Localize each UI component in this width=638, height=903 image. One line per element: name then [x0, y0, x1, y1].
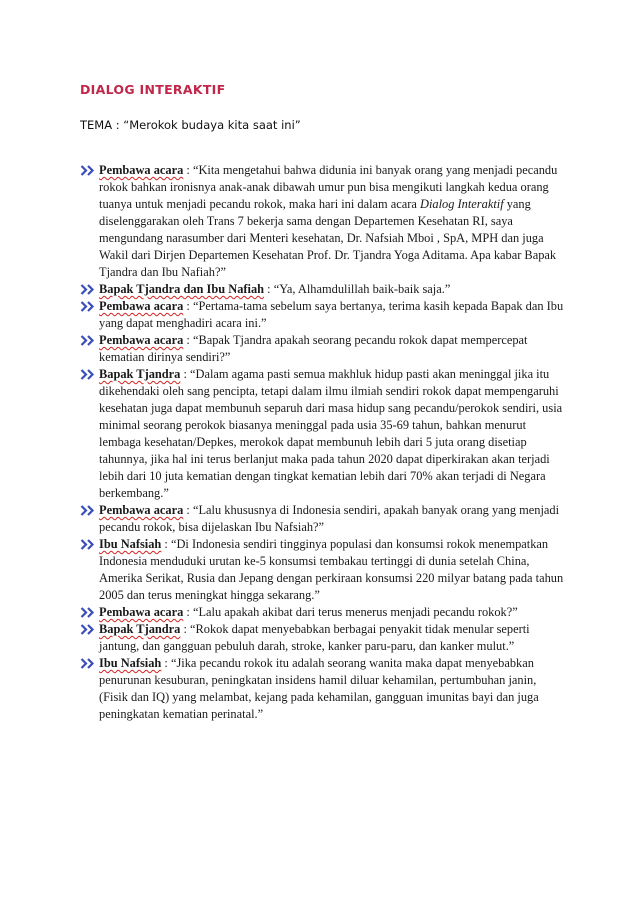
- utterance-text: : “Dalam agama pasti semua makhluk hidup pasti akan meninggal jika itu dikehendaki oleh sang pencipta, tetapi dalam ilmu ilmiah sendiri rokok dapat mempengaruhi kesehatan juga dapat membunuh separuh dari masa hidup sang pecandu/perokok sendiri, usia minimal seorang perokok biasanya meninggal pada usia 35-69 tahun, bahkan menurut lembaga kesehatan/Depkes, merokok dapat membunuh lebih dari 5 juta orang disetiap tahunnya, jika hal ini terus berlanjut maka pada tahun 2020 dapat diperkirakan akan terjadi lebih dari 10 juta kematian dengan tingkat kematian lebih dari 70% akan terjadi di Negara berkembang.”: [99, 367, 563, 500]
- utterance-text: : “Kita mengetahui bahwa didunia ini banyak orang yang menjadi pecandu rokok bahkan ironisnya anak-anak dibawah umur pun bisa mengikuti langkah kedua orang tuanya untuk menjadi pecandu rokok, maka hari ini dalam acara: [99, 163, 558, 211]
- dialog-entry: [80, 655, 565, 723]
- dialog-entry: [80, 332, 565, 366]
- utterance-text: yang diselenggarakan oleh Trans 7 bekerja sama dengan Departemen Kesehatan RI, saya mengundang narasumber dari Menteri kesehatan, Dr. Nafsiah Mboi , SpA, MPH dan juga Wakil dari Dirjen Departemen Kesehatan Prof. Dr. Tjandra Yoga Aditama. Apa kabar Bapak Tjandra dan Ibu Nafiah?”: [99, 197, 557, 279]
- double-chevron-right-icon: [80, 165, 97, 176]
- speaker-name: Bapak Tjandra dan Ibu Nafiah: [99, 282, 265, 296]
- double-chevron-right-icon: [80, 539, 97, 550]
- speaker-name: Pembawa acara: [99, 503, 184, 517]
- dialog-entry: [80, 502, 565, 536]
- utterance-emphasis: Dialog Interaktif: [420, 197, 504, 211]
- dialog-entry: [80, 162, 565, 281]
- speaker-name: Bapak Tjandra: [99, 367, 181, 381]
- double-chevron-right-icon: [80, 607, 97, 618]
- utterance-text: : “Lalu apakah akibat dari terus menerus menjadi pecandu rokok?”: [183, 605, 518, 619]
- speaker-name: Bapak Tjandra: [99, 622, 181, 636]
- double-chevron-right-icon: [80, 624, 97, 635]
- utterance-text: : “Jika pecandu rokok itu adalah seorang wanita maka dapat menyebabkan penurunan kesuburan, peningkatan insidens hamil diluar kehamilan, pertumbuhan janin, (Fisik dan IQ) yang melambat, kejang pada kehamilan, gangguan imunitas bayi dan juga peningkatan kematian perinatal.”: [99, 656, 539, 721]
- dialog-entry: [80, 366, 565, 502]
- dialog-entry: [80, 536, 565, 604]
- utterance-text: : “Bapak Tjandra apakah seorang pecandu rokok dapat mempercepat kematian dirinya sendiri?”: [99, 333, 528, 364]
- dialog-list: [80, 162, 565, 723]
- speaker-name: Pembawa acara: [99, 163, 184, 177]
- double-chevron-right-icon: [80, 335, 97, 346]
- dialog-entry: [80, 621, 565, 655]
- utterance-text: : “Di Indonesia sendiri tingginya populasi dan konsumsi rokok menempatkan Indonesia menduduki urutan ke-5 konsumsi tembakau tertinggi di dunia setelah China, Amerika Serikat, Rusia dan Jepang dengan perkiraan konsumsi 220 milyar batang pada tahun 2005 dan terus meningkat hingga sekarang.”: [99, 537, 564, 602]
- speaker-name: Pembawa acara: [99, 605, 184, 619]
- dialog-entry: [80, 298, 565, 332]
- utterance-text: : “Pertama-tama sebelum saya bertanya, terima kasih kepada Bapak dan Ibu yang dapat menghadiri acara ini.”: [99, 299, 564, 330]
- speaker-name: Ibu Nafsiah: [99, 656, 162, 670]
- document-theme: TEMA : “Merokok budaya kita saat ini”: [80, 118, 301, 132]
- speaker-name: Pembawa acara: [99, 299, 184, 313]
- double-chevron-right-icon: [80, 369, 97, 380]
- double-chevron-right-icon: [80, 301, 97, 312]
- utterance-text: : “Rokok dapat menyebabkan berbagai penyakit tidak menular seperti jantung, dan gangguan pebuluh darah, stroke, kanker paru-paru, dan kanker mulut.”: [99, 622, 530, 653]
- double-chevron-right-icon: [80, 658, 97, 669]
- document-title: DIALOG INTERAKTIF: [80, 82, 226, 97]
- utterance-text: : “Ya, Alhamdulillah baik-baik saja.”: [264, 282, 451, 296]
- speaker-name: Ibu Nafsiah: [99, 537, 162, 551]
- dialog-entry: [80, 604, 565, 621]
- utterance-text: : “Lalu khususnya di Indonesia sendiri, apakah banyak orang yang menjadi pecandu rokok, bisa dijelaskan Ibu Nafsiah?”: [99, 503, 560, 534]
- speaker-name: Pembawa acara: [99, 333, 184, 347]
- dialog-entry: [80, 281, 565, 298]
- double-chevron-right-icon: [80, 505, 97, 516]
- double-chevron-right-icon: [80, 284, 97, 295]
